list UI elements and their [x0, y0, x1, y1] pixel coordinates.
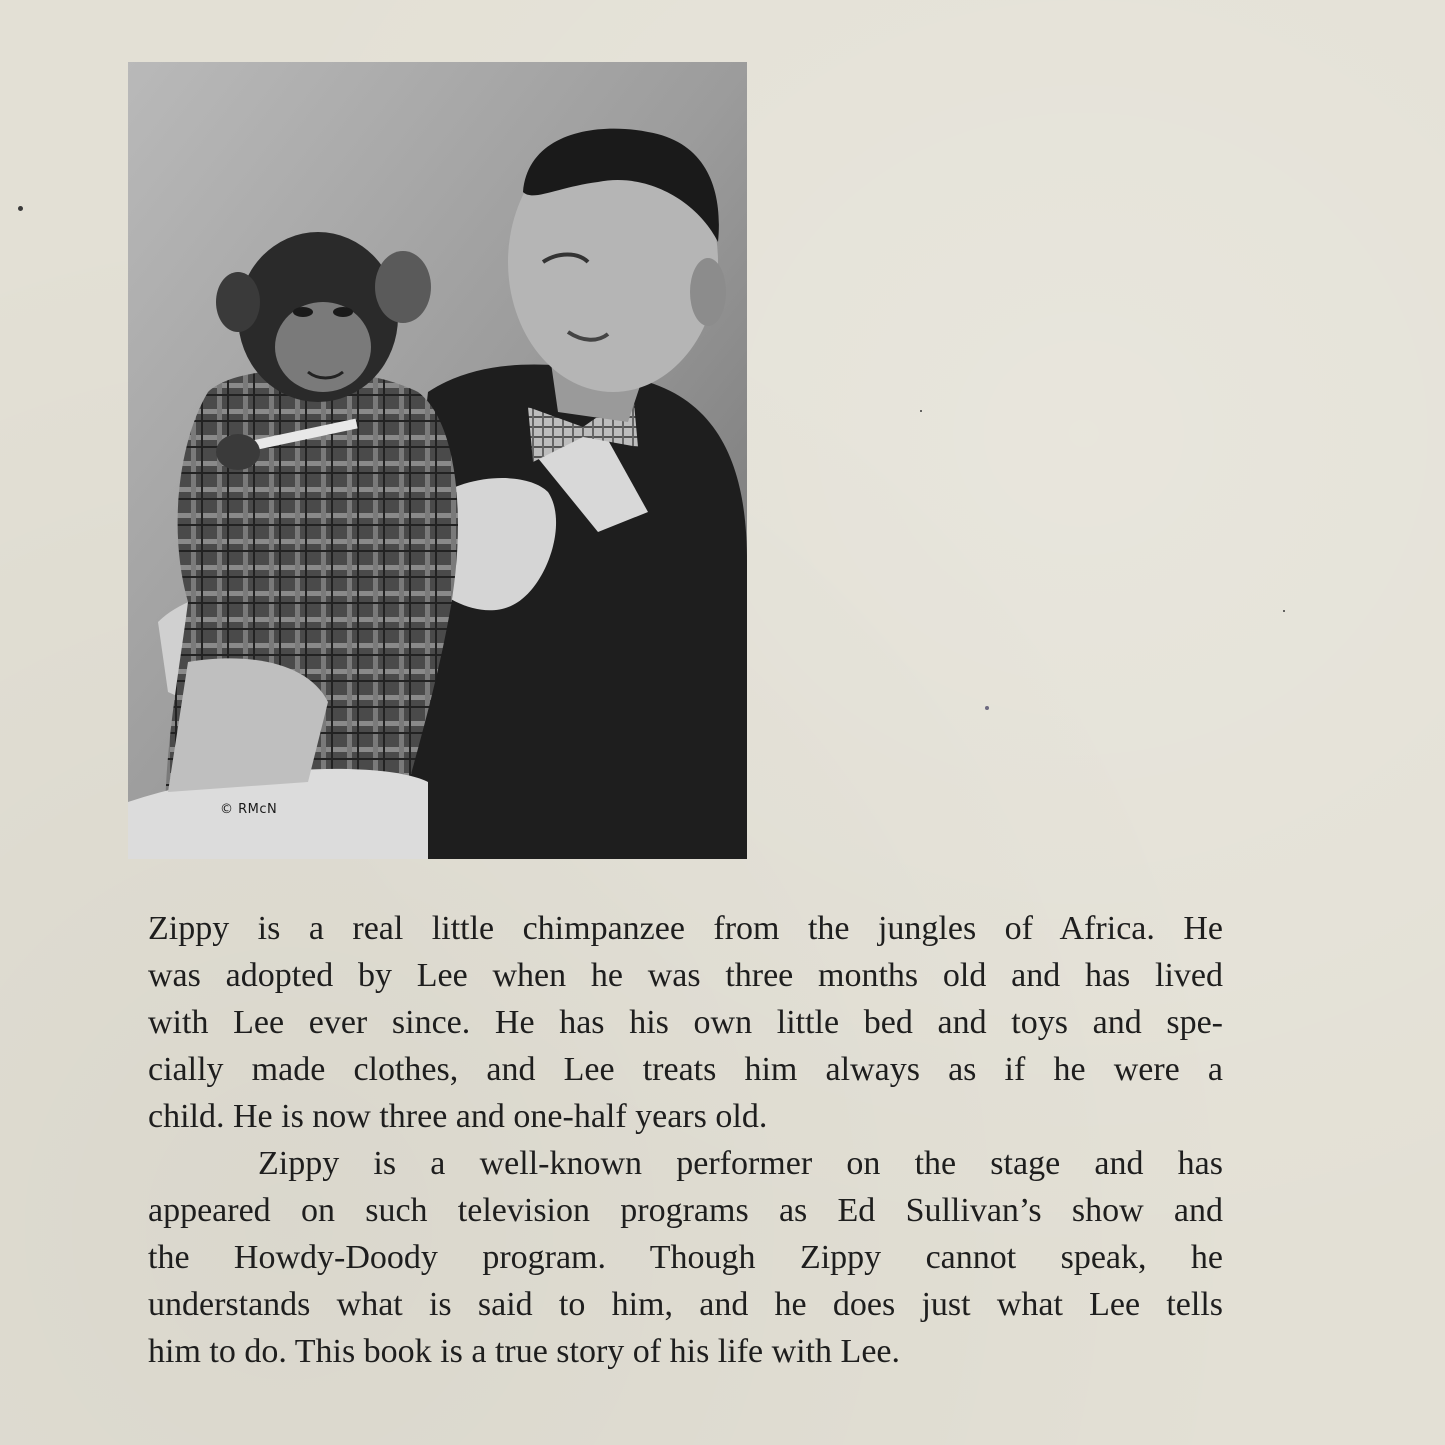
paragraph-2 [148, 1140, 1223, 1375]
text-line: appeared on such television programs as Ed Sullivan’s show and [148, 1192, 1223, 1229]
paragraph-1 [148, 905, 1223, 1140]
text-line: Zippy is a well-known performer on the stage and has [258, 1145, 1223, 1182]
text-line: him to do. This book is a true story of his life with Lee. [148, 1333, 901, 1370]
caption-text [148, 905, 1223, 1375]
text-line: with Lee ever since. He has his own little bed and toys and spe- [148, 1004, 1223, 1041]
paper-speck [18, 206, 23, 211]
text-line: Zippy is a real little chimpanzee from the jungles of Africa. He [148, 910, 1223, 947]
paper-speck [985, 706, 989, 710]
chimpanzee-photo [128, 62, 747, 859]
photo-illustration [128, 62, 747, 859]
paper-speck [1283, 610, 1285, 612]
text-line: was adopted by Lee when he was three months old and has lived [148, 957, 1223, 994]
text-line: the Howdy-Doody program. Though Zippy cannot speak, he [148, 1239, 1223, 1276]
photo-credit: © RMcN [220, 802, 278, 817]
text-line: understands what is said to him, and he does just what Lee tells [148, 1286, 1223, 1323]
text-line: child. He is now three and one-half years old. [148, 1098, 768, 1135]
text-line: cially made clothes, and Lee treats him always as if he were a [148, 1051, 1223, 1088]
paper-speck [920, 410, 922, 412]
